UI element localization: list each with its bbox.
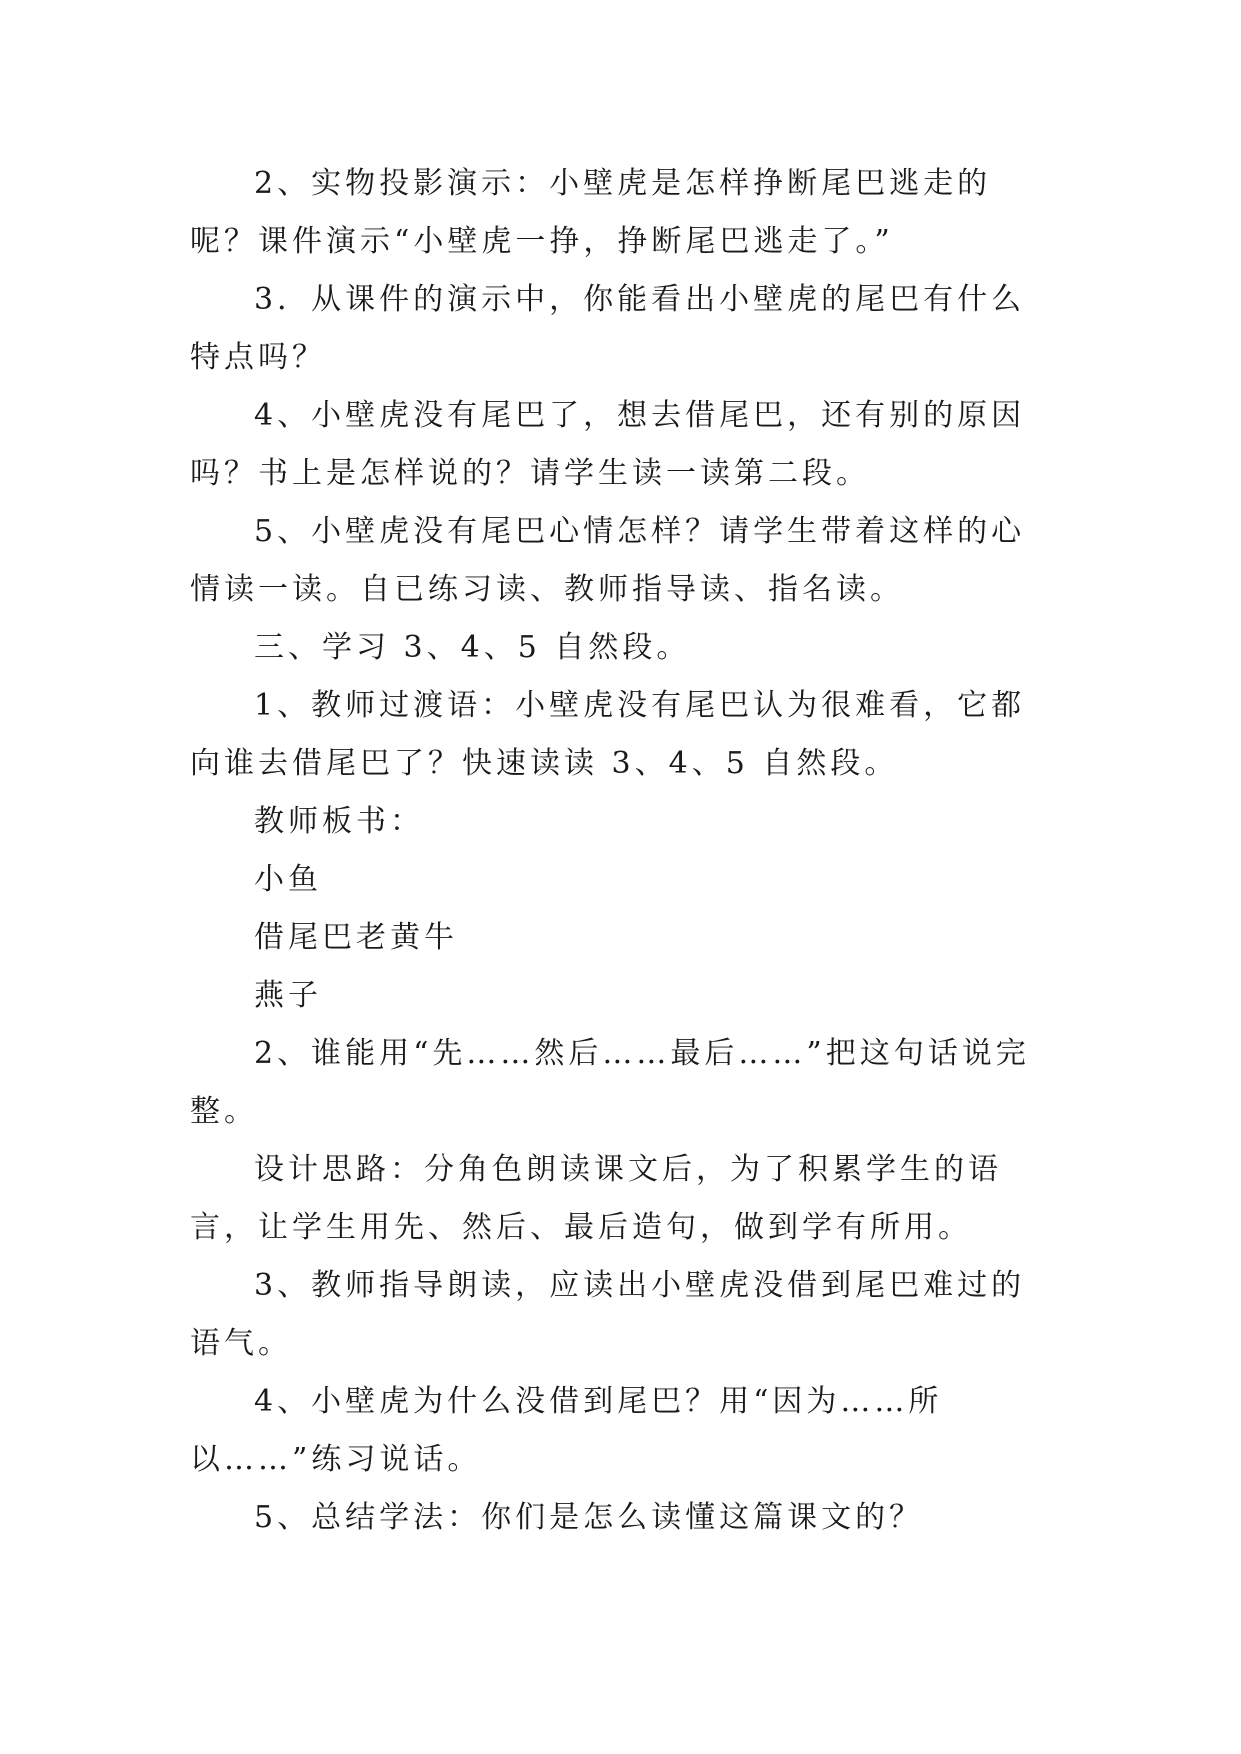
board-item-swallow: 燕子	[254, 978, 322, 1013]
board-heading: 教师板书：	[254, 804, 424, 839]
paragraph-demo-struggle: 2、实物投影演示：小壁虎是怎样挣断尾巴逃走的呢？课件演示“小壁虎一挣，挣断尾巴逃走了。”	[190, 166, 992, 259]
section-heading-three: 三、学习 3、4、5 自然段。	[254, 630, 691, 665]
paragraph-tail-features: 3．从课件的演示中，你能看出小壁虎的尾巴有什么特点吗？	[190, 282, 1026, 375]
board-item-fish: 小鱼	[254, 862, 322, 897]
board-item-ox: 借尾巴老黄牛	[254, 920, 458, 955]
paragraph-sequence-words: 2、谁能用“先……然后……最后……”把这句话说完整。	[190, 1036, 1030, 1129]
paragraph-other-reasons: 4、小壁虎没有尾巴了，想去借尾巴，还有别的原因吗？书上是怎样说的？请学生读一读第二段。	[190, 398, 1026, 491]
paragraph-summary: 5、总结学法：你们是怎么读懂这篇课文的？	[254, 1500, 924, 1535]
document-body	[190, 155, 1050, 1547]
paragraph-guided-reading: 3、教师指导朗读，应读出小壁虎没借到尾巴难过的语气。	[190, 1268, 1026, 1361]
paragraph-design-idea: 设计思路：分角色朗读课文后，为了积累学生的语言，让学生用先、然后、最后造句，做到学有所用。	[190, 1152, 1002, 1245]
paragraph-transition: 1、教师过渡语：小壁虎没有尾巴认为很难看，它都向谁去借尾巴了？快速读读 3、4、5 自然段。	[190, 688, 1026, 781]
paragraph-mood-reading: 5、小壁虎没有尾巴心情怎样？请学生带着这样的心情读一读。自已练习读、教师指导读、指名读。	[190, 514, 1026, 607]
paragraph-because-so: 4、小壁虎为什么没借到尾巴？用“因为……所以……”练习说话。	[190, 1384, 943, 1477]
